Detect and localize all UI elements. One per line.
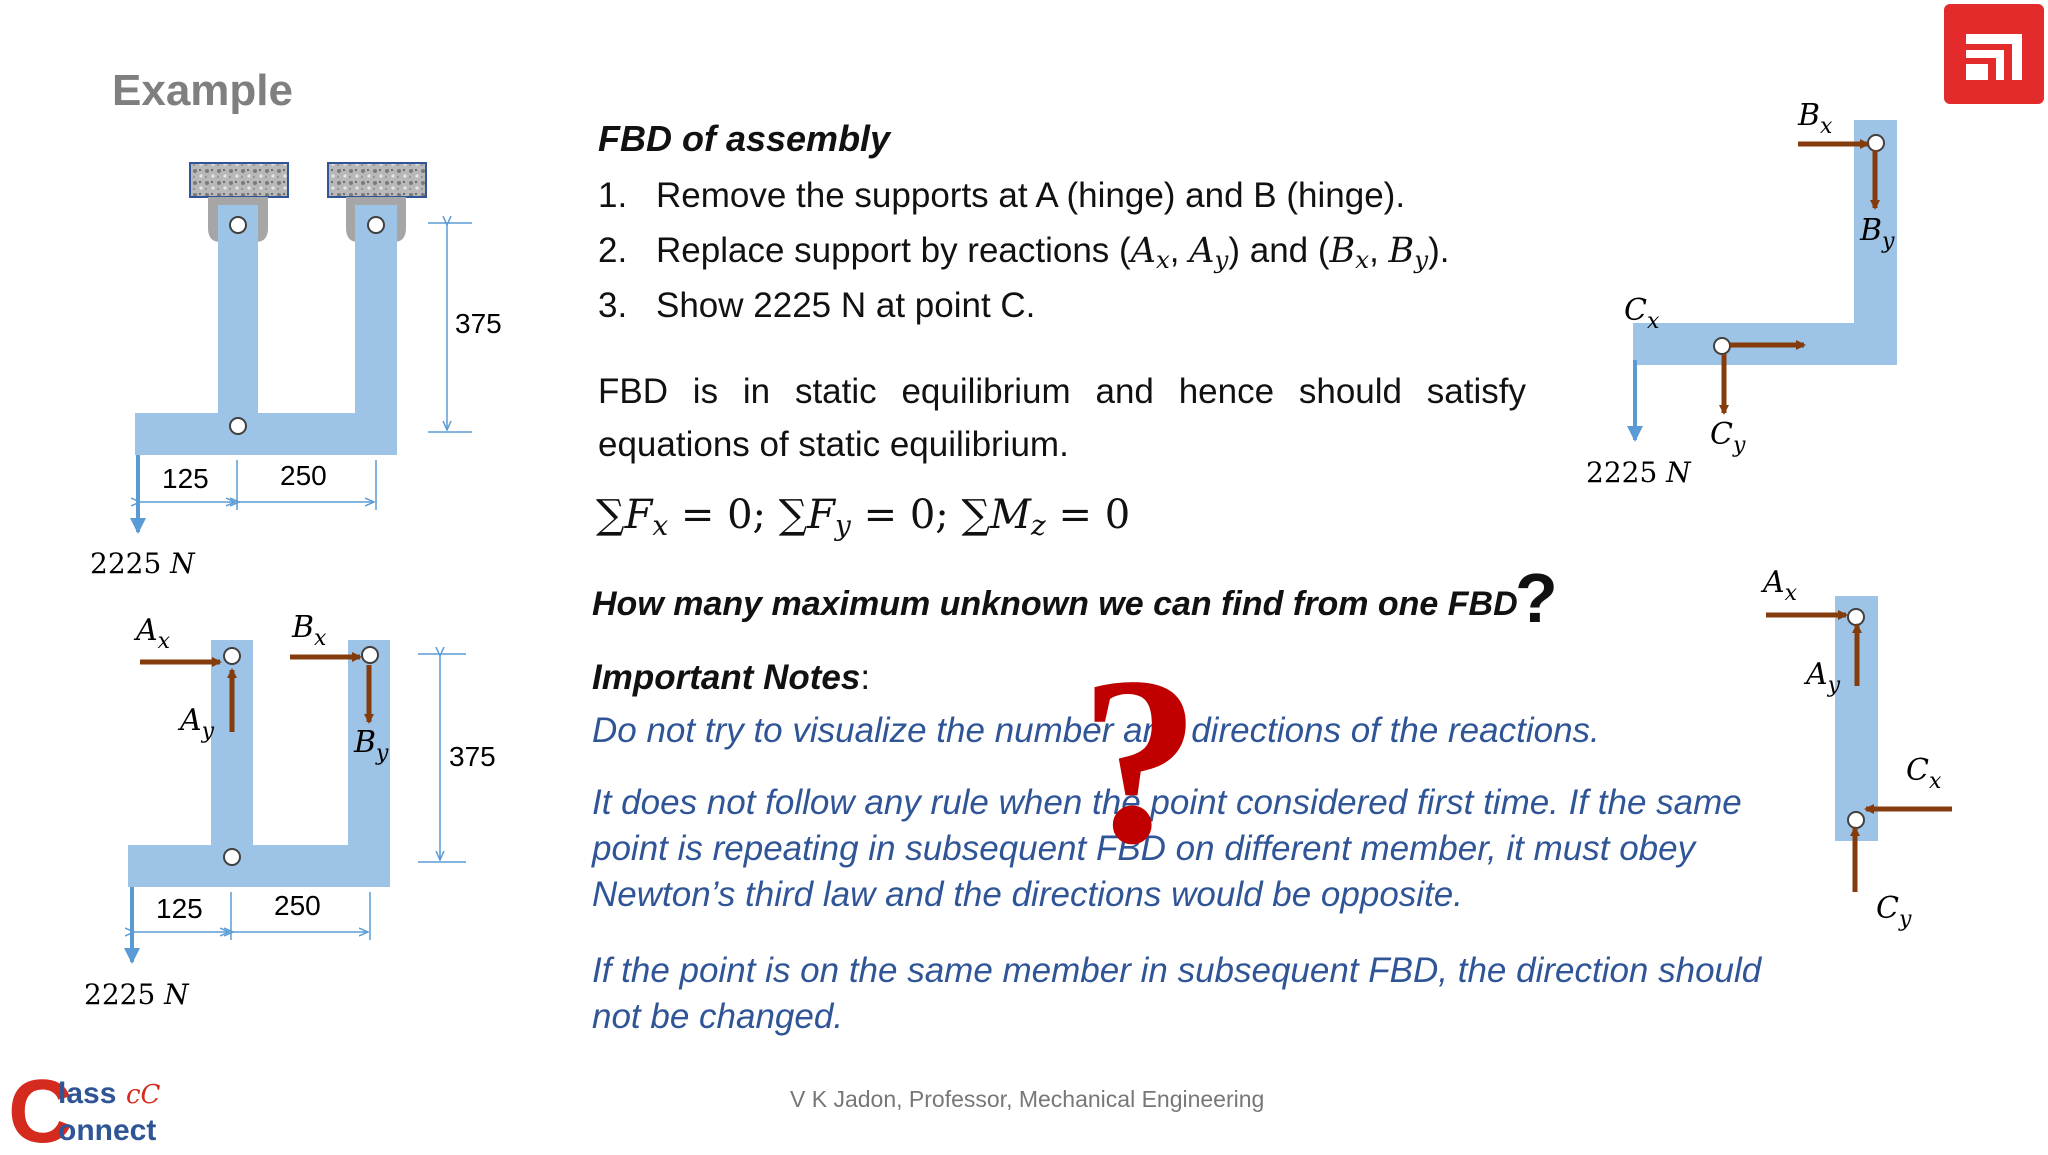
label-by: $B_y$ <box>354 725 389 766</box>
step-number: 1. <box>598 176 628 215</box>
support-ground-a <box>190 163 288 197</box>
dim-250-label: 250 <box>280 460 327 491</box>
label-ay: $A_y$ <box>1806 657 1841 698</box>
logo-flourish: cC <box>126 1080 161 1110</box>
dim-375-label: 375 <box>455 308 502 339</box>
pin-c <box>230 418 246 434</box>
logo-line-1: lass <box>58 1077 117 1110</box>
pin-c <box>1848 812 1864 828</box>
step-text: Remove the supports at A (hinge) and B (hinge). <box>656 176 1406 215</box>
hinge-a <box>230 217 246 233</box>
label-bx: $B_x$ <box>292 610 327 651</box>
dim-125-label: 125 <box>156 893 203 924</box>
step-number: 2. <box>598 231 628 270</box>
logo-line-2: onnect <box>58 1114 157 1147</box>
note-3: If the point is on the same member in subsequent FBD, the direction should not be changed. <box>592 951 1762 1036</box>
support-ground-b <box>328 163 426 197</box>
footer-credit: V K Jadon, Professor, Mechanical Engineering <box>790 1086 1265 1112</box>
label-ax: $A_x$ <box>136 613 171 654</box>
hinge-a <box>224 648 240 664</box>
hinge-b <box>1868 135 1884 151</box>
note-2: It does not follow any rule when the point considered first time. If the same point is repeating in subsequent FBD on different member, it must obey Newton’s third law and the directions would be opposite. <box>592 783 1742 914</box>
slide-title: Example <box>112 66 293 115</box>
dim-125-label: 125 <box>162 463 209 494</box>
equilibrium-paragraph: FBD is in static equilibrium and hence should satisfy equations of static equilibrium. <box>598 372 1526 464</box>
load-label: 2225 N <box>90 547 195 580</box>
pin-c <box>1714 338 1730 354</box>
question-mark: ? <box>1515 559 1558 637</box>
note-1: Do not try to visualize the number and directions of the reactions. <box>592 711 1600 750</box>
label-cx: $C_x$ <box>1624 293 1660 334</box>
hinge-b <box>368 217 384 233</box>
load-label: 2225 N <box>84 978 189 1011</box>
label-ax: $A_x$ <box>1763 565 1798 606</box>
logo-letter: C <box>8 1070 73 1150</box>
assembly-fbd <box>84 610 496 1011</box>
hinge-a <box>1848 609 1864 625</box>
step-number: 3. <box>598 286 628 325</box>
pin-c <box>224 849 240 865</box>
label-cy: $C_y$ <box>1710 417 1746 458</box>
label-cx: $C_x$ <box>1906 753 1942 794</box>
load-label: 2225 N <box>1586 456 1691 489</box>
step-text: Show 2225 N at point C. <box>656 286 1036 325</box>
notes-heading: Important Notes: <box>592 658 871 697</box>
member-b-vertical <box>355 205 397 455</box>
label-bx: $B_x$ <box>1798 98 1833 139</box>
question-text: How many maximum unknown we can find from one FBD <box>592 585 1518 623</box>
dim-250-label: 250 <box>274 890 321 921</box>
step-text: Replace support by reactions ($A_x$, $A_y$) and ($B_x$, $B_y$). <box>656 231 1450 275</box>
label-cy: $C_y$ <box>1876 891 1912 932</box>
label-by: $B_y$ <box>1860 213 1895 254</box>
equilibrium-equations: $\sum F_x = 0$; $\sum F_y = 0$; $\sum M_z = 0$ <box>596 492 1131 542</box>
dim-375-label: 375 <box>449 741 496 772</box>
fbd-heading: FBD of assembly <box>598 118 891 159</box>
member-bc-fbd <box>1586 98 1897 489</box>
member-ac-fbd <box>1760 565 1952 932</box>
member-a-vertical <box>218 205 258 430</box>
hinge-b <box>362 647 378 663</box>
label-ay: $A_y$ <box>180 703 215 744</box>
big-question-mark: ? <box>1080 627 1200 893</box>
top-assembly <box>90 163 502 580</box>
